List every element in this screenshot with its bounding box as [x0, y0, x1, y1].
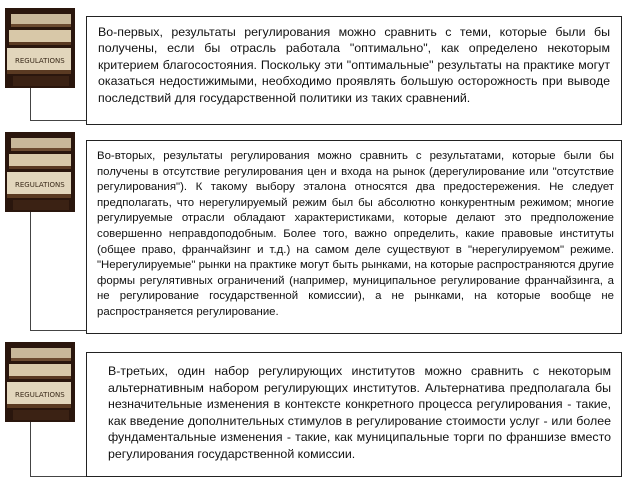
books-regulations-icon [5, 342, 75, 422]
books-regulations-icon [5, 8, 75, 88]
text-box [86, 16, 622, 125]
book-spine-label: REGULATIONS [15, 181, 65, 189]
book-spine-label: REGULATIONS [15, 57, 65, 65]
connector-line [30, 88, 31, 120]
books-regulations-icon [5, 132, 75, 212]
connector-line [30, 422, 31, 476]
paragraph: В-третьих, один набор регулирующих институтов можно сравнить с некоторым альтернативным набором регулирующих институтов. Альтернатива предполагала бы незначительные изменения в контексте конкретного процесса регулирования - такие, как введение дополнительных стимулов в регулирование стоимости услуг - или более фундаментальные изменения - такие, как муниципальные торги по франшизе вместо регулирования государственной комиссии. [108, 364, 611, 461]
paragraph: Во-вторых, результаты регулирования можно сравнить с результатами, которые были бы получены в отсутствие регулирования цен и входа на рынок (дерегулирование или "отсутствие регулирования"). К такому выбору эталона относятся два предостережения. Не следует предполагать, что нерегулируемый режим был бы абсолютно конкурентным режимом; многие регулируемые отрасли обладают характеристиками, которые делают это предположение совершенно неправдоподобным. Более того, важно определить, какие правовые институты (общее право, франчайзинг и т.д.) на самом деле существуют в "нерегулируемом" режиме. "Нерегулируемые" рынки на практике могут быть рынками, на которые распространяются другие формы регулятивных ограничений (например, муниципальное регулирование франчайзинга, а не регулирование государственной комиссии), а не рынками, на которые вообще не распространяется регулирование. [97, 150, 614, 318]
paragraph: Во-первых, результаты регулирования можно сравнить с теми, которые были бы получены, если бы отрасль работала "оптимально", как определено некоторым критерием благосостояния. Поскольку эти "оптимальные" результаты на практике могут оказаться недостижимыми, необходимо проявлять большую осторожность при выводе последствий для государственной политики из таких сравнений. [98, 25, 610, 105]
connector-line [30, 212, 31, 330]
connector-line [30, 476, 87, 477]
text-box [86, 140, 622, 334]
book-spine-label: REGULATIONS [15, 391, 65, 399]
text-box [86, 352, 622, 477]
connector-line [30, 330, 87, 331]
connector-line [30, 120, 87, 121]
